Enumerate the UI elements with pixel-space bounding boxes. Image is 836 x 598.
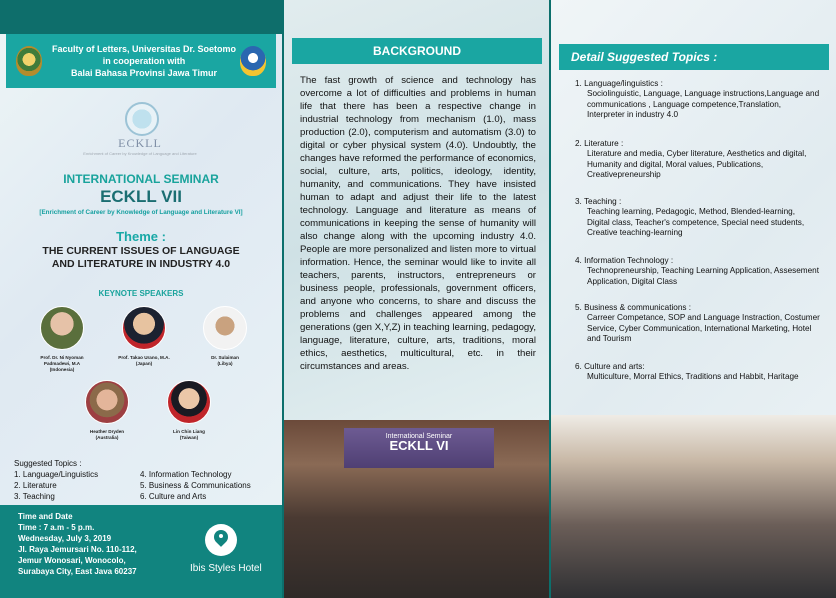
detail-item <box>575 362 820 383</box>
detail-body: Sociolinguistic, Language, Language instructions,Language and communications , Language competence,Translation, Interpreter in industry 4.0 <box>587 89 820 120</box>
middle-panel <box>284 0 549 598</box>
speaker-name: Prof. Dr. Ni Nyoman Padmadewi, M.A <box>40 355 84 366</box>
header-line: Balai Bahasa Provinsi Jawa Timur <box>71 68 217 78</box>
speaker <box>27 306 97 373</box>
ministry-seal-icon <box>240 46 266 76</box>
background-text: The fast growth of science and technology has overcome a lot of difficulties and problems in human life that there has been a respective change in industrial technology from mechanism (1.0), mass production (2.0), computerism and automatism (3.0) to digital or cyber physical system (4.0). Undoubtly, the changes have reformed the performance of economics, social, culture, arts, politics, ideology, identity, humanity, and communications. They have insisted human to adapt and adjust their life to the latest technology. Language and literature as means of communications in keeping the sense of humanity will also change along with the upcoming industry 4.0. People are more personalized and listen more to virtual information. Hence, the seminar would like to invite all teachers, parents, instructors, entrepreneurs or business people, professionals, government officers, and anyone who concerns, to share and discuss the problems and challenges appeared among the generations (gen X,Y,Z) in teaching learning, pedagogy, language, literature, culture, arts, traditions, moral ethics, aesthetics, multicultural, etc. in their circumstances and areas. <box>300 75 536 372</box>
speaker-country: (Indonesia) <box>49 367 75 372</box>
speaker <box>72 380 142 441</box>
seminar-name: ECKLL VII <box>100 187 182 206</box>
seminar-photo <box>284 420 549 598</box>
header-line: Faculty of Letters, Universitas Dr. Soetomo <box>51 44 237 54</box>
detail-body: Literature and media, Cyber literature, Aesthetics and digital, Humanity and digital, Moral values, Publications, Creativepreneurship <box>587 149 807 180</box>
detail-item <box>575 303 820 345</box>
globe-icon <box>125 102 159 136</box>
speaker-name: Lin Chin Liang <box>173 429 205 434</box>
venue-name: Ibis Styles Hotel <box>190 563 262 574</box>
speaker-label <box>190 355 260 367</box>
speaker <box>109 306 179 367</box>
speaker-label <box>72 429 142 441</box>
enrichment-line: [Enrichment of Career by Knowledge of Language and Literature VI] <box>39 209 243 216</box>
speaker-label <box>27 355 97 373</box>
detail-body: Carreer Competance, SOP and Language Instraction, Costumer Service, Cyber Communication, International Marketing, Hotel and Tourism <box>587 313 820 344</box>
theme-label: Theme : <box>116 229 166 244</box>
detail-item <box>575 256 820 287</box>
detail-head: 5. Business & communications : <box>575 303 692 312</box>
logo-sub: Enrichment of Career by Knowledge of Language and Literature <box>83 151 197 156</box>
eckll-logo <box>83 100 197 156</box>
banner-line: International Seminar <box>385 433 453 440</box>
speaker-photo <box>85 380 129 424</box>
topic-item: 3. Teaching <box>14 492 55 501</box>
photo-banner-text <box>344 432 494 453</box>
speaker-photo <box>122 306 166 350</box>
event-line: Time and Date <box>18 512 73 521</box>
university-seal-icon <box>16 46 42 76</box>
speaker-label <box>109 355 179 367</box>
event-line: Wednesday, July 3, 2019 <box>18 534 112 543</box>
event-line: Jemur Wonosari, Wonocolo, <box>18 556 126 565</box>
detail-head: 4. Information Technology : <box>575 256 674 265</box>
speaker-country: (Libya) <box>217 361 233 366</box>
top-band <box>0 0 282 34</box>
detail-body: Technopreneurship, Teaching Learning Application, Assesement Application, Digital Class <box>587 266 819 286</box>
speaker-country: (Japan) <box>135 361 153 366</box>
event-info <box>18 511 137 577</box>
detail-head: 2. Literature : <box>575 139 624 148</box>
topic-item: 1. Language/Linguistics <box>14 470 99 479</box>
theme-text <box>0 245 282 271</box>
speaker-label <box>154 429 224 441</box>
speaker-name: Prof. Takao Urano, M.A. <box>118 355 170 360</box>
speaker-country: (Taiwan) <box>179 435 199 440</box>
detail-body: Teaching learning, Pedagogic, Method, Blended-learning, Digital class, Teacher's competence, Special need students, Creative teaching-learning <box>587 207 805 238</box>
topic-item: 2. Literature <box>14 481 57 490</box>
event-line: Jl. Raya Jemursari No. 110-112, <box>18 545 137 554</box>
keynote-title: KEYNOTE SPEAKERS <box>98 289 184 298</box>
event-info-band <box>0 505 282 598</box>
right-panel <box>551 0 836 598</box>
theme-line: AND LITERATURE IN INDUSTRY 4.0 <box>51 258 231 270</box>
detail-item <box>575 197 820 239</box>
banner-line: ECKLL VI <box>389 438 449 453</box>
theme-line: THE CURRENT ISSUES OF LANGUAGE <box>42 245 240 257</box>
speaker-photo <box>203 306 247 350</box>
topic-item: 5. Business & Communications <box>140 481 251 490</box>
header-band <box>6 34 276 88</box>
header-line: in cooperation with <box>102 56 186 66</box>
audience-photo <box>551 415 836 598</box>
speaker-photo <box>167 380 211 424</box>
detail-head: 1. Language/linguistics : <box>575 79 663 88</box>
speaker-name: Dr. Sulaiman <box>211 355 239 360</box>
seminar-title: INTERNATIONAL SEMINAR <box>63 172 219 186</box>
background-title: BACKGROUND <box>292 38 542 64</box>
speaker-photo <box>40 306 84 350</box>
logo-text: ECKLL <box>118 136 162 150</box>
left-panel <box>0 0 282 598</box>
topic-item: 4. Information Technology <box>140 470 232 479</box>
detail-title: Detail Suggested Topics : <box>559 44 829 70</box>
speaker <box>154 380 224 441</box>
detail-body: Multiculture, Morral Ethics, Traditions and Habbit, Haritage <box>587 372 799 382</box>
detail-head: 3. Teaching : <box>575 197 622 206</box>
event-line: Surabaya City, East Java 60237 <box>18 567 137 576</box>
detail-item <box>575 139 820 181</box>
suggested-topics-title: Suggested Topics : <box>14 459 82 468</box>
detail-item <box>575 79 820 121</box>
topic-item: 6. Culture and Arts <box>140 492 207 501</box>
detail-head: 6. Culture and arts: <box>575 362 645 371</box>
speaker <box>190 306 260 367</box>
event-line: Time : 7 a.m - 5 p.m. <box>18 523 95 532</box>
header-text <box>46 43 242 79</box>
speaker-name: Heather Dryden <box>89 429 125 434</box>
speaker-country: (Australia) <box>95 435 119 440</box>
location-pin-icon <box>205 524 237 556</box>
